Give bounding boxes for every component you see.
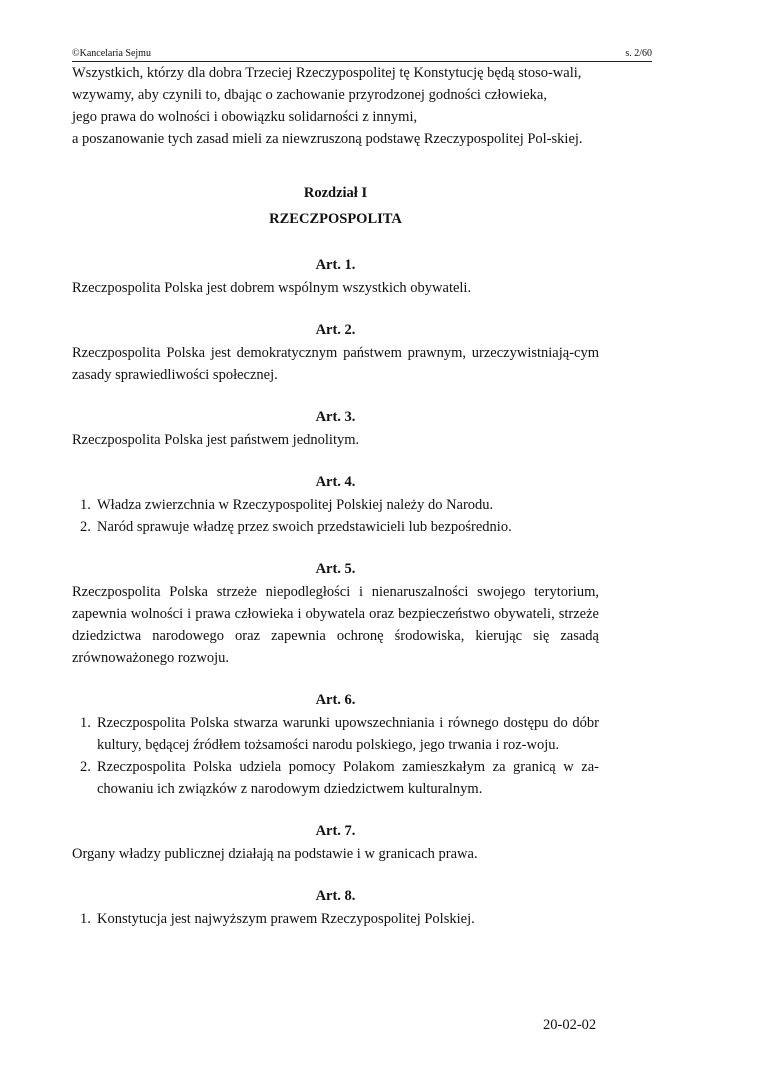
article-8	[72, 885, 599, 930]
article-text: Organy władzy publicznej działają na podstawie i w granicach prawa.	[72, 846, 478, 862]
point-text: Rzeczpospolita Polska stwarza warunki upowszechniania i równego dostępu do dóbr kultury, będącej źródłem tożsamości narodu polskiego, jego trwania i roz-woju.	[97, 715, 599, 753]
page-number: s. 2/60	[625, 48, 652, 59]
article-text: Rzeczpospolita Polska jest dobrem wspólnym wszystkich obywateli.	[72, 280, 472, 296]
page-header	[72, 48, 652, 62]
document-body	[72, 62, 599, 930]
article-5	[72, 558, 599, 669]
list-item	[72, 908, 599, 930]
article-title: Art. 6.	[315, 692, 356, 708]
article-4	[72, 471, 599, 538]
article-2	[72, 319, 599, 386]
article-title: Art. 7.	[315, 823, 356, 839]
article-title: Art. 2.	[315, 322, 356, 338]
preamble-line: a poszanowanie tych zasad mieli za niewzruszoną podstawę Rzeczypospolitej Pol-skiej.	[72, 131, 583, 147]
point-text: Władza zwierzchnia w Rzeczypospolitej Polskiej należy do Narodu.	[97, 497, 494, 513]
article-7	[72, 820, 599, 865]
chapter-title: RZECZPOSPOLITA	[269, 211, 402, 227]
article-points	[72, 712, 599, 800]
point-text: Konstytucja jest najwyższym prawem Rzeczypospolitej Polskiej.	[97, 911, 475, 927]
list-item	[72, 494, 599, 516]
point-number: 2.	[80, 759, 91, 775]
article-title: Art. 3.	[315, 409, 356, 425]
point-number: 1.	[80, 497, 91, 513]
article-1	[72, 254, 599, 299]
article-points	[72, 908, 599, 930]
article-points	[72, 494, 599, 538]
point-text: Rzeczpospolita Polska udziela pomocy Polakom zamieszkałym za granicą w za-chowaniu ich związków z narodowym dziedzictwem kulturalnym.	[97, 759, 599, 797]
article-6	[72, 689, 599, 800]
point-number: 2.	[80, 519, 91, 535]
preamble-line: jego prawa do wolności i obowiązku solidarności z innymi,	[72, 109, 418, 125]
article-text: Rzeczpospolita Polska strzeże niepodległości i nienaruszalności swojego terytorium, zapewnia wolności i prawa człowieka i obywatela oraz bezpieczeństwo obywateli, strzeże dziedzictwa narodowego oraz zapewnia ochronę środowiska, kierując się zasadą zrównoważonego rozwoju.	[72, 584, 599, 666]
article-title: Art. 8.	[315, 888, 356, 904]
preamble	[72, 62, 599, 150]
point-number: 1.	[80, 911, 91, 927]
article-title: Art. 5.	[315, 561, 356, 577]
footer-date: 20-02-02	[543, 1017, 597, 1033]
article-3	[72, 406, 599, 451]
chapter-number: Rozdział I	[303, 185, 368, 201]
publisher-label: ©Kancelaria Sejmu	[72, 48, 151, 59]
list-item	[72, 756, 599, 800]
preamble-line: Wszystkich, którzy dla dobra Trzeciej Rzeczypospolitej tę Konstytucję będą stoso-wali,	[72, 65, 582, 81]
article-title: Art. 1.	[315, 257, 356, 273]
article-text: Rzeczpospolita Polska jest demokratycznym państwem prawnym, urzeczywistniają-cym zasady sprawiedliwości społecznej.	[72, 345, 599, 383]
point-text: Naród sprawuje władzę przez swoich przedstawicieli lub bezpośrednio.	[97, 519, 512, 535]
article-title: Art. 4.	[315, 474, 356, 490]
point-number: 1.	[80, 715, 91, 731]
list-item	[72, 516, 599, 538]
list-item	[72, 712, 599, 756]
preamble-line: wzywamy, aby czynili to, dbając o zachowanie przyrodzonej godności człowieka,	[72, 87, 547, 103]
article-text: Rzeczpospolita Polska jest państwem jednolitym.	[72, 432, 360, 448]
